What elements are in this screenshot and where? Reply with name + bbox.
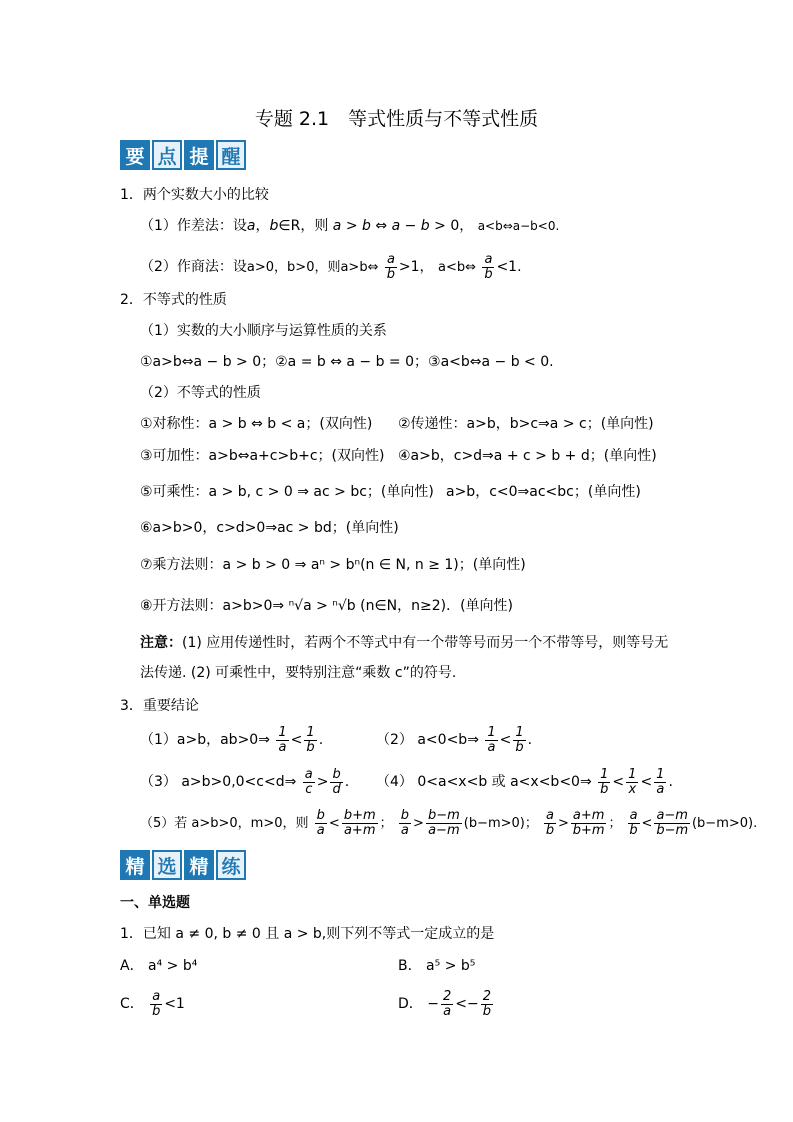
text: （1）a>b，ab>0⇒ [140, 732, 270, 748]
option-a[interactable]: A． a⁴ > b⁴ [120, 958, 198, 974]
fraction: $\frac{a}{b}$ [386, 251, 396, 282]
option-d[interactable]: D． − $\frac{2}{a}$ <− $\frac{2}{b}$ [398, 988, 491, 1019]
banner-char: 点 [152, 140, 182, 170]
banner-char: 精 [120, 850, 150, 880]
banner-char: 提 [184, 140, 214, 170]
question-1: 1．已知 a ≠ 0, b ≠ 0 且 a > b,则下列不等式一定成立的是 [120, 926, 495, 942]
text: （4） 0<a<x<b 或 a<x<b<0⇒ [376, 774, 592, 790]
option-label: D． − [398, 996, 439, 1012]
text-line: ④a>b，c>d⇒a + c > b + d；(单向性) [398, 448, 657, 464]
option-b[interactable]: B． a⁵ > b⁵ [398, 958, 476, 974]
text: （3） a>b>0,0<c<d⇒ [140, 774, 297, 790]
conclusion-5: （5）若 a>b>0，m>0，则 $\frac{b}{a}$ < $\frac{b+m}{a+m}$ ； $\frac{b}{a}$ > $\frac{b-m}{a-m}$ (b−m>0)； $\frac{a}{b}$ > $\frac{a+m}{b+m}$ ； $\frac{a}{b}$ < $\frac{a-m}{b-m}$ (b−m>0). [140, 808, 758, 838]
section-heading: 2．不等式的性质 [120, 292, 227, 308]
section-banner-practice [120, 850, 246, 880]
text-line: （1）作差法：设a，b∈R，则 a > b ⇔ a − b > 0， a<b⇔a−b<0. [140, 218, 560, 234]
banner-char: 醒 [216, 140, 246, 170]
fraction: $\frac{1}{x}$ [628, 766, 637, 797]
fraction: $\frac{1}{b}$ [600, 766, 609, 797]
fraction: $\frac{a-m}{b-m}$ [656, 808, 689, 838]
banner-char: 选 [152, 850, 182, 880]
text-line [140, 252, 522, 283]
fraction: $\frac{a+m}{b+m}$ [572, 808, 605, 838]
text: (b−m>0). [691, 816, 758, 831]
fraction: $\frac{1}{a}$ [487, 724, 496, 755]
question-type-heading: 一、单选题 [120, 895, 190, 911]
text: （2） a<0<b⇒ [376, 732, 479, 748]
text: （1）作差法：设 [140, 218, 247, 234]
banner-char: 练 [216, 850, 246, 880]
text-line: （2）不等式的性质 [140, 385, 261, 401]
text: >1， [398, 259, 434, 275]
text: （5）若 a>b>0，m>0，则 [140, 816, 309, 831]
note-label: 注意： [140, 635, 182, 651]
text-line: a>b，c<0⇒ac<bc；(单向性) [446, 484, 641, 500]
page-title: 专题 2.1 等式性质与不等式性质 [254, 108, 539, 130]
fraction: $\frac{a}{b}$ [629, 808, 638, 838]
text: <1 [164, 996, 185, 1012]
text: ， [459, 218, 474, 234]
fraction: $\frac{a}{b}$ [484, 251, 493, 282]
fraction: $\frac{a}{c}$ [304, 766, 313, 797]
text: <1. [496, 259, 522, 275]
fraction: $\frac{a}{b}$ [152, 988, 161, 1019]
text-line: ①a>b⇔a − b > 0；②a = b ⇔ a − b = 0；③a<b⇔a − b < 0. [140, 354, 554, 370]
text: a>0，b>0，则 [246, 260, 341, 275]
fraction: $\frac{2}{b}$ [482, 988, 491, 1019]
fraction: $\frac{b}{d}$ [332, 766, 341, 797]
conclusion-2: （2） a<0<b⇒ $\frac{1}{a}$ < $\frac{1}{b}$ . [376, 724, 533, 755]
option-c[interactable] [120, 986, 185, 1022]
conclusion-4: （4） 0<a<x<b 或 a<x<b<0⇒ $\frac{1}{b}$ < $\frac{1}{x}$ < $\frac{1}{a}$ . [376, 766, 673, 797]
text-line: ⑦乘方法则：a > b > 0 ⇒ aⁿ > bⁿ(n ∈ N, n ≥ 1)；(单向性) [140, 557, 526, 573]
text-line: ⑤可乘性：a > b, c > 0 ⇒ ac > bc；(单向性) [140, 484, 434, 500]
conclusion-1: （1）a>b，ab>0⇒ $\frac{1}{a}$ < $\frac{1}{b}$ . [140, 724, 324, 755]
text: a<b⇔a−b<0. [477, 219, 560, 233]
text-line: ⑧开方法则：a>b>0⇒ ⁿ√a > ⁿ√b (n∈N，n≥2)．(单向性) [140, 598, 514, 614]
conclusion-3: （3） a>b>0,0<c<d⇒ $\frac{a}{c}$ > $\frac{b}{d}$ . [140, 766, 350, 797]
fraction: $\frac{b}{a}$ [400, 808, 410, 838]
note-line: 法传递. (2) 可乘性中，要特别注意“乘数 c”的符号. [140, 665, 457, 681]
fraction: $\frac{b}{a}$ [316, 808, 325, 838]
option-label: C． [120, 996, 144, 1012]
text-line: ②传递性：a>b，b>c⇒a > c；(单向性) [398, 416, 654, 432]
text-line: ③可加性：a>b⇔a+c>b+c；(双向性) [140, 448, 385, 464]
fraction: $\frac{1}{b}$ [306, 724, 315, 755]
section-heading: 1．两个实数大小的比较 [120, 187, 269, 203]
note-line [140, 633, 668, 653]
fraction: $\frac{b+m}{a+m}$ [343, 808, 376, 838]
fraction: $\frac{1}{b}$ [515, 724, 524, 755]
fraction: $\frac{a}{b}$ [545, 808, 555, 838]
fraction: $\frac{b-m}{a-m}$ [427, 808, 460, 838]
fraction: $\frac{1}{a}$ [278, 724, 287, 755]
text: a>b⇔ [340, 260, 379, 275]
section-heading: 3．重要结论 [120, 698, 199, 714]
text: ， [255, 218, 270, 234]
banner-char: 精 [184, 850, 214, 880]
banner-char: 要 [120, 140, 150, 170]
text-line: ⑥a>b>0，c>d>0⇒ac > bd；(单向性) [140, 520, 399, 536]
text: （2）作商法：设 [140, 259, 247, 275]
text-line: （1）实数的大小顺序与运算性质的关系 [140, 323, 387, 339]
text: (b−m>0)； [463, 816, 538, 831]
text-line: ①对称性：a > b ⇔ b < a；(双向性) [140, 416, 373, 432]
text: (1) 应用传递性时，若两个不等式中有一个带等号而另一个不带等号，则等号无 [182, 635, 669, 651]
section-banner-key-points [120, 140, 246, 170]
fraction: $\frac{2}{a}$ [442, 988, 452, 1019]
text: a<b⇔ [438, 260, 477, 275]
fraction: $\frac{1}{a}$ [656, 766, 665, 797]
text: ∈R，则 [278, 218, 329, 234]
